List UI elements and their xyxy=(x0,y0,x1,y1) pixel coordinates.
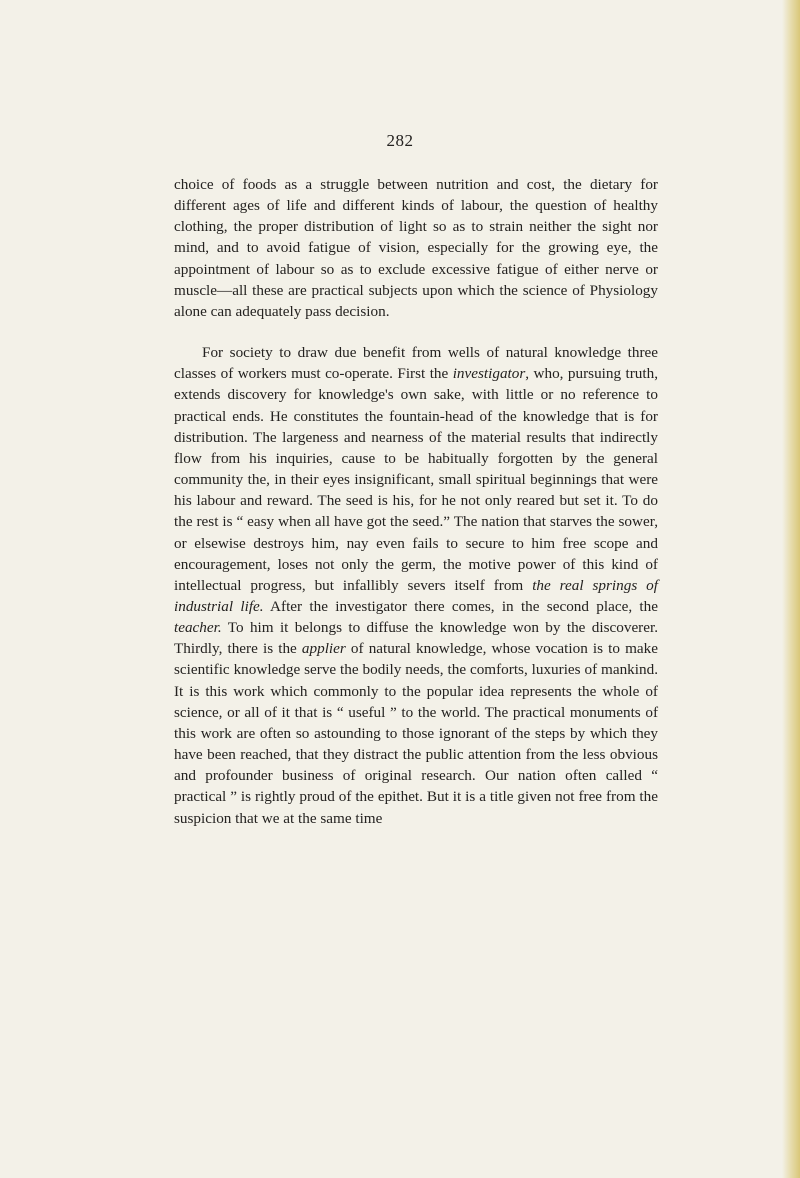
emphasis-real-springs: the real springs of industrial life. xyxy=(174,576,658,615)
emphasis-investigator: investigator xyxy=(452,365,526,383)
paragraph-2-run-3: After the investigator there comes, in the second place, the xyxy=(263,597,658,615)
page-edge-tint xyxy=(782,0,800,1178)
emphasis-teacher: teacher. xyxy=(174,619,222,637)
paragraph-1: choice of foods as a struggle between nutrition and cost, the dietary for different ages of life and different kinds of labour, the question of healthy clothing, the proper distribution of light so as to strain neither the sight nor mind, and to avoid fatigue of vision, especially for the growing eye, the appointment of labour so as to exclude excessive fatigue of either nerve or muscle—all these are practical subjects upon which the science of Physiology alone can adequately pass decision. xyxy=(174,176,658,320)
paragraph-2-run-5: of natural knowledge, whose vocation is to make scientific knowledge serve the bodily needs, the comforts, luxuries of mankind. It is this work which commonly to the popular idea represents the whole of science, or all of it that is “ useful ” to the world. The practical monuments of this work are often so astounding to those ignorant of the steps by which they have been reached, that they distract the public attention from the less obvious and profounder business of original research. Our nation often called “ practical ” is rightly proud of the epithet. But it is a title given not free from the suspicion that we at the same time xyxy=(174,640,659,827)
body-text xyxy=(174,174,658,829)
paragraph-2-run-4: To him it belongs to diffuse the knowledge won by the discoverer. Thirdly, there is the xyxy=(174,619,658,658)
paragraph-2 xyxy=(174,342,658,829)
paragraph-2-run-2: , who, pursuing truth, extends discovery for knowledge's own sake, with little or no reference to practical ends. He constitutes the fountain-head of the knowledge that is for distribution. The largeness and nearness of the material results that indirectly flow from his inquiries, cause to be habitually forgotten by the general community the, in their eyes insignificant, small spiritual beginnings that were his labour and reward. The seed is his, for he not only reared but set it. To do the rest is “ easy when all have got the seed.” The nation that starves the sower, or elsewise destroys him, nay even fails to secure to him free scope and encouragement, loses not only the germ, the motive power of this kind of intellectual progress, but infallibly severs itself from xyxy=(174,365,658,594)
paragraph-2-run-1: For society to draw due benefit from wells of natural knowledge three classes of workers must co-operate. First the xyxy=(174,344,658,383)
emphasis-applier: applier xyxy=(301,640,346,658)
page-number: 282 xyxy=(386,131,414,150)
